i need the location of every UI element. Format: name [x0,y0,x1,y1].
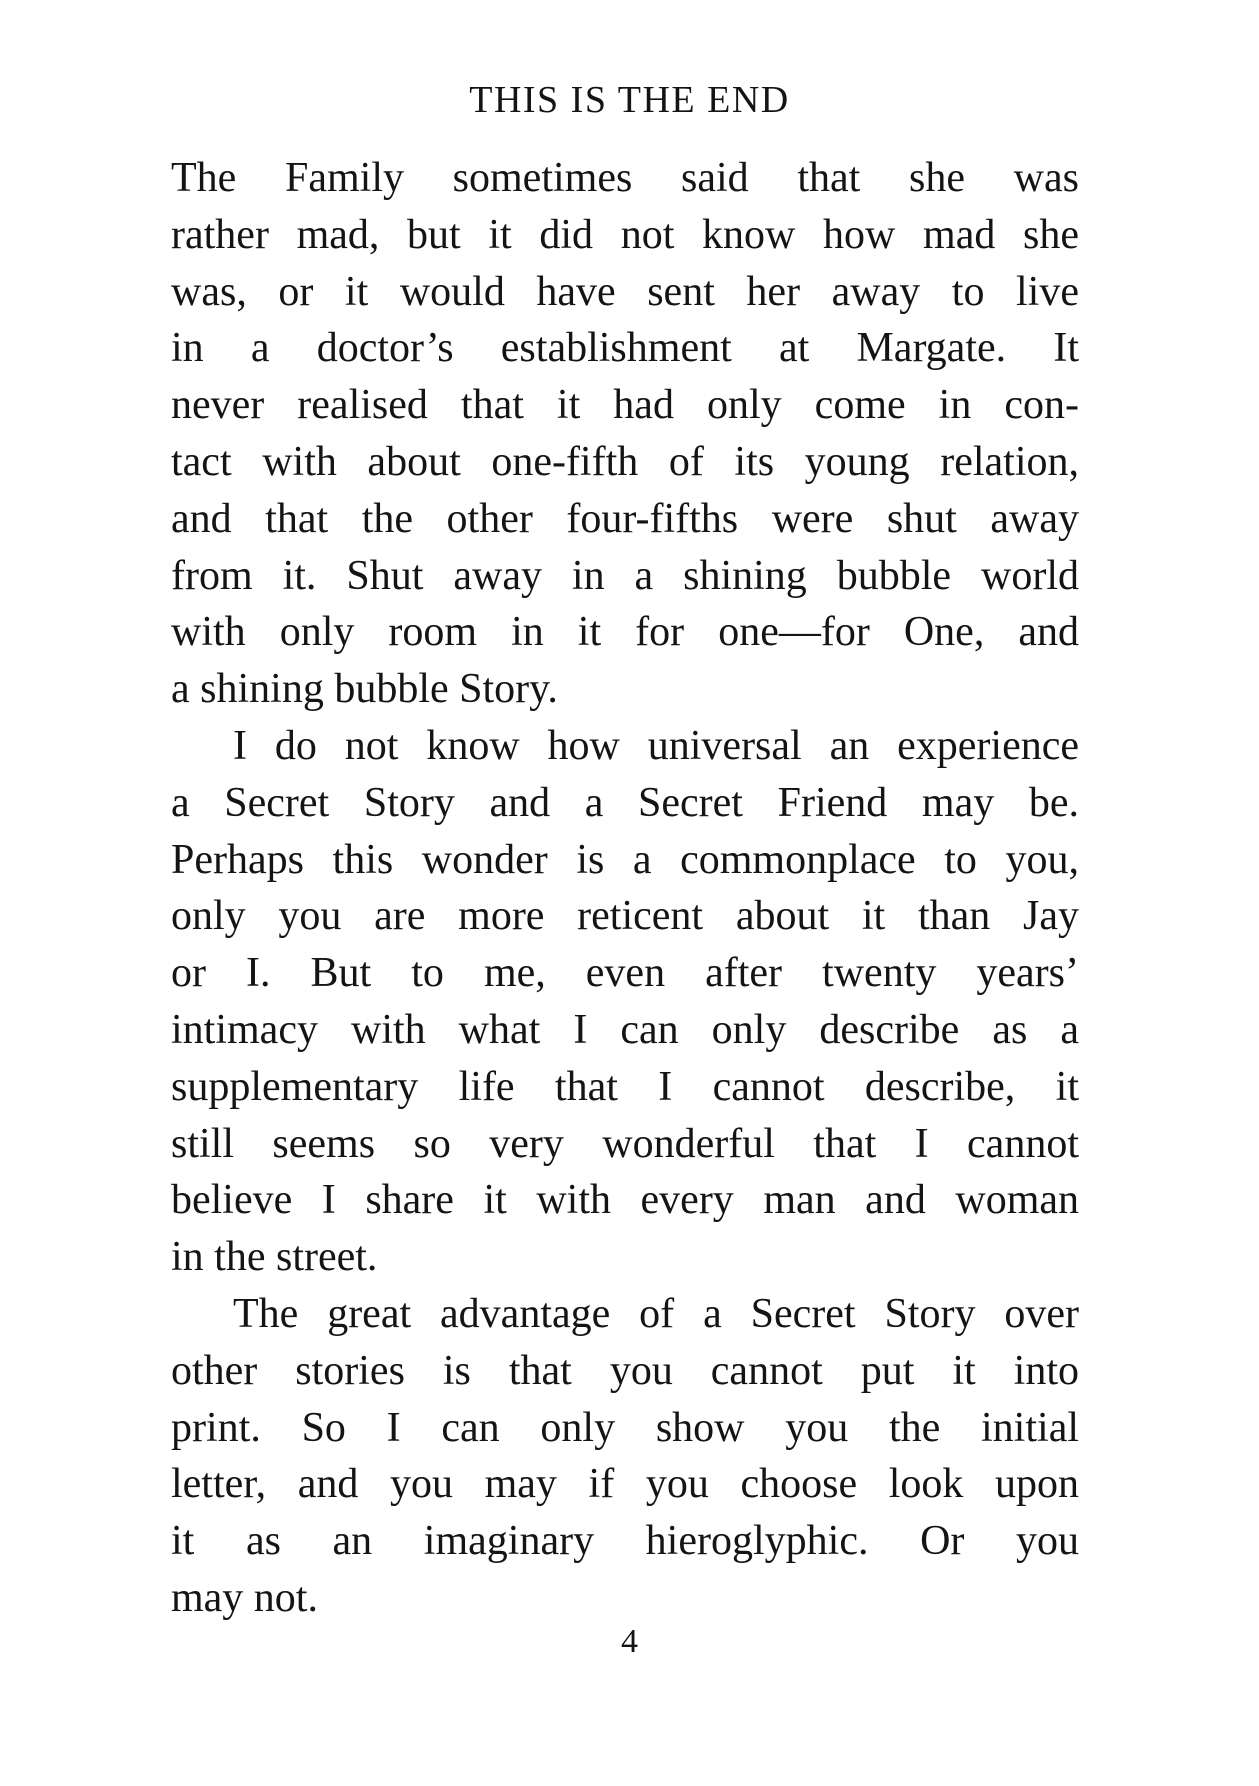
text-line: letter, and you may if you choose look upon [171,1461,1079,1508]
text-line: never realised that it had only come in con- [171,382,1079,429]
text-line: intimacy with what I can only describe as a [171,1006,1079,1053]
text-line: I do not know how universal an experience [233,722,1079,769]
text-line: other stories is that you cannot put it into [171,1347,1079,1394]
text-line: The Family sometimes said that she was [171,155,1079,201]
text-line: or I. But to me, even after twenty years’ [171,950,1079,997]
text-line: may not. [171,1574,318,1621]
text-line: was, or it would have sent her away to live [171,268,1079,315]
text-line: from it. Shut away in a shining bubble world [171,552,1079,599]
text-line: in the street. [171,1234,378,1281]
text-line: in a doctor’s establishment at Margate. It [171,325,1079,372]
text-line: it as an imaginary hieroglyphic. Or you [171,1518,1079,1565]
text-line: with only room in it for one—for One, and [171,609,1079,656]
running-head: THIS IS THE END [469,79,790,121]
text-line: and that the other four-fifths were shut away [171,495,1079,542]
text-line: Perhaps this wonder is a commonplace to you, [171,836,1079,883]
text-line: supplementary life that I cannot describe, it [171,1063,1079,1110]
paragraph [171,1286,1079,1627]
body-text [171,150,1079,1627]
text-line: still seems so very wonderful that I cannot [171,1120,1079,1167]
page-number: 4 [621,1623,638,1660]
text-line: only you are more reticent about it than Jay [171,893,1079,940]
text-line: The great advantage of a Secret Story over [233,1290,1079,1337]
paragraph [171,718,1079,1286]
text-line: believe I share it with every man and woman [171,1177,1079,1224]
text-line: rather mad, but it did not know how mad she [171,211,1079,258]
paragraph [171,150,1079,718]
text-line: a shining bubble Story. [171,666,558,713]
text-line: print. So I can only show you the initial [171,1404,1079,1451]
text-line: tact with about one-fifth of its young relation, [171,438,1079,485]
text-line: a Secret Story and a Secret Friend may be. [171,779,1079,826]
